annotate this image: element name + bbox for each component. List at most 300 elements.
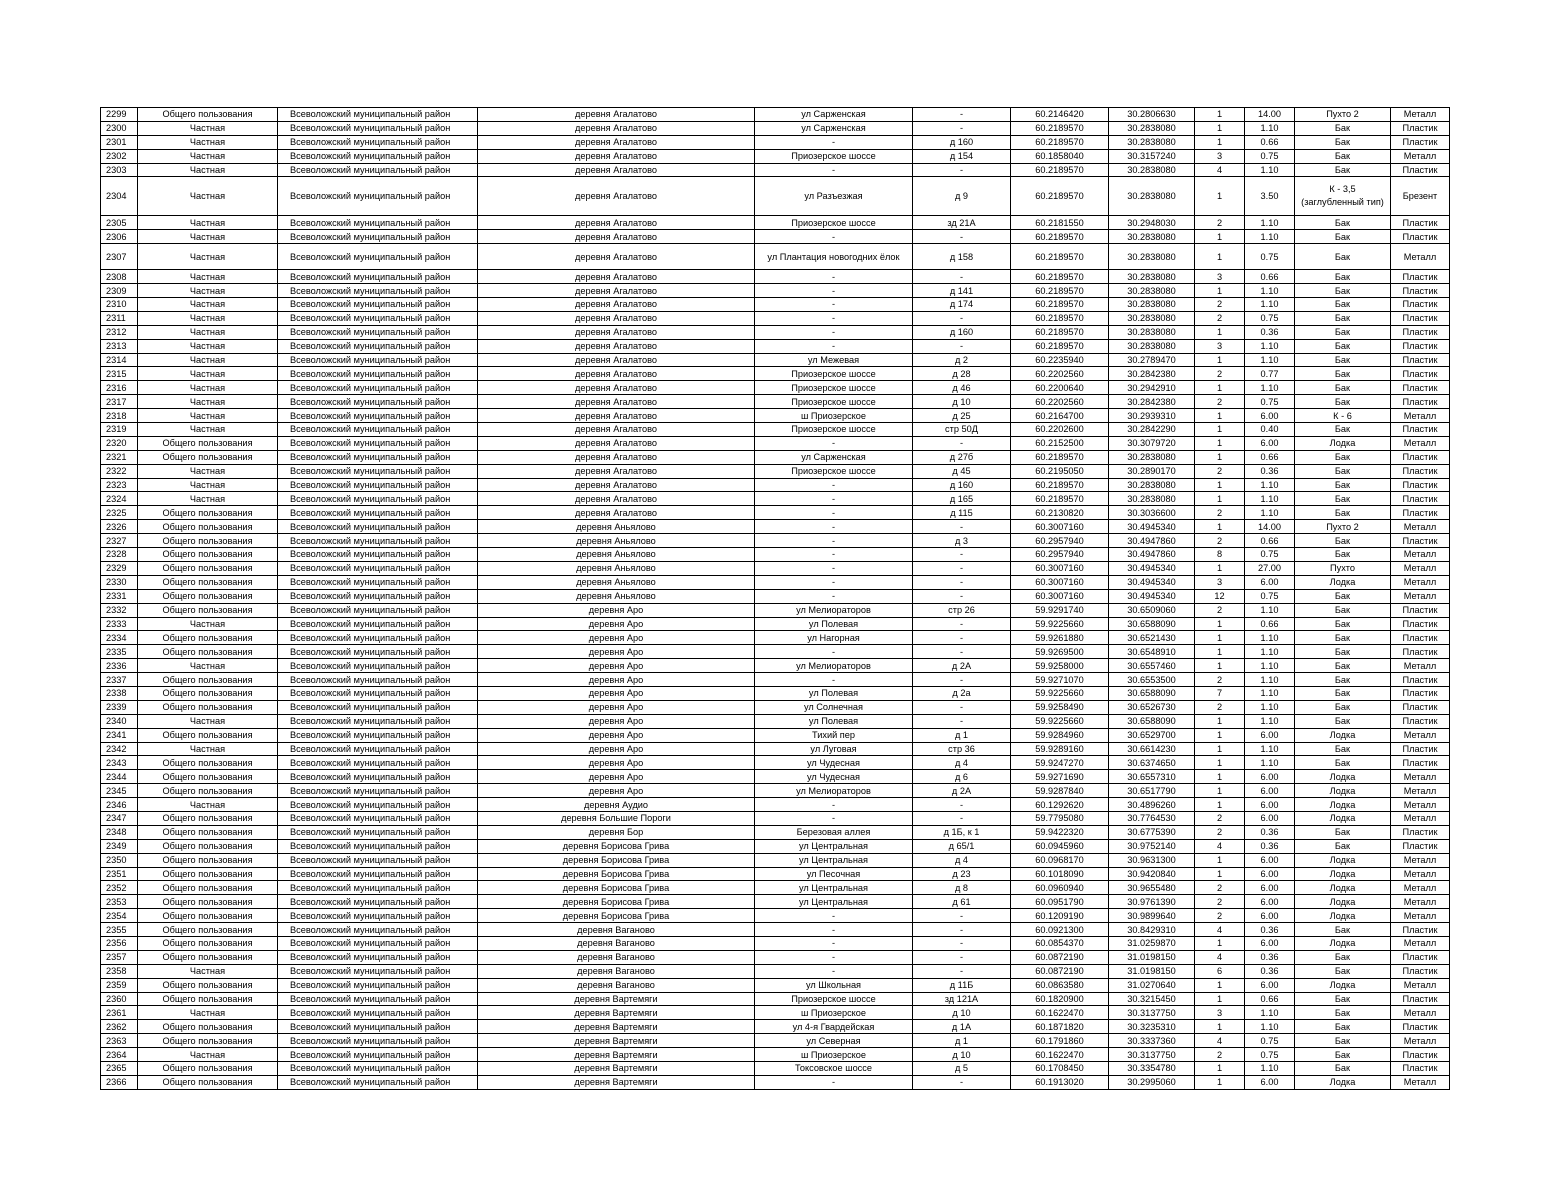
table-row (101, 163, 1450, 177)
count-cell: 1 (1195, 992, 1245, 1006)
table-row (101, 450, 1450, 464)
material-cell: Пластик (1391, 534, 1450, 548)
row-number-cell: 2335 (101, 645, 138, 659)
count-cell: 1 (1195, 436, 1245, 450)
site-type-cell: Общего пользования (138, 923, 278, 937)
municipality-cell: Всеволожский муниципальный район (278, 121, 478, 135)
table-row (101, 895, 1450, 909)
table-row (101, 645, 1450, 659)
container-type-cell: Бак (1295, 756, 1391, 770)
volume-cell: 1.10 (1245, 163, 1295, 177)
material-cell: Пластик (1391, 216, 1450, 230)
count-cell: 1 (1195, 798, 1245, 812)
municipality-cell: Всеволожский муниципальный район (278, 923, 478, 937)
latitude-cell: 60.0968170 (1011, 853, 1109, 867)
count-cell: 1 (1195, 230, 1245, 244)
settlement-cell: деревня Агалатово (478, 298, 755, 312)
material-cell: Металл (1391, 1006, 1450, 1020)
count-cell: 1 (1195, 770, 1245, 784)
latitude-cell: 60.2202560 (1011, 395, 1109, 409)
table-row (101, 714, 1450, 728)
house-cell: - (913, 909, 1011, 923)
table-row (101, 798, 1450, 812)
container-type-cell: Лодка (1295, 728, 1391, 742)
container-type-cell: Лодка (1295, 909, 1391, 923)
data-table (100, 107, 1450, 1090)
house-cell: - (913, 673, 1011, 687)
settlement-cell: деревня Аро (478, 631, 755, 645)
street-cell: - (755, 492, 913, 506)
count-cell: 2 (1195, 464, 1245, 478)
material-cell: Пластик (1391, 964, 1450, 978)
site-type-cell: Общего пользования (138, 992, 278, 1006)
container-type-cell: Бак (1295, 839, 1391, 853)
material-cell: Металл (1391, 936, 1450, 950)
volume-cell: 0.36 (1245, 839, 1295, 853)
house-cell: - (913, 230, 1011, 244)
site-type-cell: Общего пользования (138, 436, 278, 450)
street-cell: ул Сарженская (755, 450, 913, 464)
container-type-cell: Лодка (1295, 784, 1391, 798)
table-row (101, 284, 1450, 298)
volume-cell: 0.66 (1245, 450, 1295, 464)
container-type-cell: Бак (1295, 686, 1391, 700)
material-cell: Пластик (1391, 230, 1450, 244)
material-cell: Металл (1391, 436, 1450, 450)
row-number-cell: 2308 (101, 270, 138, 284)
site-type-cell: Общего пользования (138, 108, 278, 122)
municipality-cell: Всеволожский муниципальный район (278, 409, 478, 423)
volume-cell: 6.00 (1245, 867, 1295, 881)
street-cell: - (755, 270, 913, 284)
count-cell: 2 (1195, 700, 1245, 714)
municipality-cell: Всеволожский муниципальный район (278, 135, 478, 149)
street-cell: - (755, 520, 913, 534)
site-type-cell: Частная (138, 339, 278, 353)
site-type-cell: Частная (138, 298, 278, 312)
municipality-cell: Всеволожский муниципальный район (278, 149, 478, 163)
count-cell: 1 (1195, 978, 1245, 992)
municipality-cell: Всеволожский муниципальный район (278, 673, 478, 687)
street-cell: Приозерское шоссе (755, 367, 913, 381)
row-number-cell: 2323 (101, 478, 138, 492)
municipality-cell: Всеволожский муниципальный район (278, 839, 478, 853)
settlement-cell: деревня Агалатово (478, 149, 755, 163)
longitude-cell: 30.9631300 (1109, 853, 1195, 867)
table-row (101, 149, 1450, 163)
street-cell: - (755, 311, 913, 325)
container-type-cell: Лодка (1295, 798, 1391, 812)
table-row (101, 121, 1450, 135)
site-type-cell: Общего пользования (138, 534, 278, 548)
volume-cell: 6.00 (1245, 784, 1295, 798)
latitude-cell: 60.1209190 (1011, 909, 1109, 923)
container-type-cell: Бак (1295, 603, 1391, 617)
volume-cell: 1.10 (1245, 645, 1295, 659)
site-type-cell: Общего пользования (138, 770, 278, 784)
table-row (101, 492, 1450, 506)
house-cell: д 2 (913, 353, 1011, 367)
count-cell: 12 (1195, 589, 1245, 603)
latitude-cell: 59.9269500 (1011, 645, 1109, 659)
volume-cell: 1.10 (1245, 284, 1295, 298)
longitude-cell: 30.2838080 (1109, 325, 1195, 339)
container-type-cell: Бак (1295, 534, 1391, 548)
table-row (101, 839, 1450, 853)
count-cell: 1 (1195, 409, 1245, 423)
longitude-cell: 30.2842380 (1109, 395, 1195, 409)
site-type-cell: Частная (138, 464, 278, 478)
street-cell: - (755, 1075, 913, 1089)
settlement-cell: деревня Вартемяги (478, 1075, 755, 1089)
container-type-cell: Бак (1295, 381, 1391, 395)
house-cell: - (913, 700, 1011, 714)
container-type-cell: Бак (1295, 548, 1391, 562)
longitude-cell: 30.3137750 (1109, 1006, 1195, 1020)
municipality-cell: Всеволожский муниципальный район (278, 867, 478, 881)
latitude-cell: 60.0951790 (1011, 895, 1109, 909)
container-type-cell: Бак (1295, 478, 1391, 492)
street-cell: ул Сарженская (755, 108, 913, 122)
table-row (101, 1034, 1450, 1048)
material-cell: Пластик (1391, 270, 1450, 284)
municipality-cell: Всеволожский муниципальный район (278, 436, 478, 450)
municipality-cell: Всеволожский муниципальный район (278, 756, 478, 770)
row-number-cell: 2314 (101, 353, 138, 367)
container-type-cell: Бак (1295, 270, 1391, 284)
municipality-cell: Всеволожский муниципальный район (278, 381, 478, 395)
longitude-cell: 30.3215450 (1109, 992, 1195, 1006)
table-row (101, 177, 1450, 216)
container-type-cell: Бак (1295, 631, 1391, 645)
row-number-cell: 2346 (101, 798, 138, 812)
material-cell: Пластик (1391, 478, 1450, 492)
longitude-cell: 31.0198150 (1109, 950, 1195, 964)
container-type-cell: Лодка (1295, 936, 1391, 950)
street-cell: - (755, 230, 913, 244)
table-row (101, 631, 1450, 645)
house-cell: - (913, 575, 1011, 589)
street-cell: - (755, 964, 913, 978)
container-type-cell: Бак (1295, 163, 1391, 177)
municipality-cell: Всеволожский муниципальный район (278, 230, 478, 244)
table-row (101, 423, 1450, 437)
row-number-cell: 2302 (101, 149, 138, 163)
material-cell: Пластик (1391, 1062, 1450, 1076)
site-type-cell: Общего пользования (138, 867, 278, 881)
table-row (101, 436, 1450, 450)
table-row (101, 395, 1450, 409)
settlement-cell: деревня Агалатово (478, 311, 755, 325)
material-cell: Пластик (1391, 603, 1450, 617)
municipality-cell: Всеволожский муниципальный район (278, 450, 478, 464)
settlement-cell: деревня Агалатово (478, 244, 755, 270)
latitude-cell: 60.1791860 (1011, 1034, 1109, 1048)
container-type-cell: Бак (1295, 1006, 1391, 1020)
longitude-cell: 30.2842290 (1109, 423, 1195, 437)
count-cell: 1 (1195, 284, 1245, 298)
longitude-cell: 30.2948030 (1109, 216, 1195, 230)
latitude-cell: 60.2195050 (1011, 464, 1109, 478)
count-cell: 1 (1195, 353, 1245, 367)
municipality-cell: Всеволожский муниципальный район (278, 548, 478, 562)
site-type-cell: Частная (138, 798, 278, 812)
row-number-cell: 2353 (101, 895, 138, 909)
volume-cell: 1.10 (1245, 492, 1295, 506)
material-cell: Пластик (1391, 686, 1450, 700)
count-cell: 1 (1195, 853, 1245, 867)
longitude-cell: 30.2838080 (1109, 339, 1195, 353)
row-number-cell: 2304 (101, 177, 138, 216)
row-number-cell: 2343 (101, 756, 138, 770)
container-type-cell: Бак (1295, 492, 1391, 506)
settlement-cell: деревня Аро (478, 673, 755, 687)
table-row (101, 548, 1450, 562)
latitude-cell: 60.2146420 (1011, 108, 1109, 122)
house-cell: - (913, 714, 1011, 728)
settlement-cell: деревня Борисова Грива (478, 881, 755, 895)
settlement-cell: деревня Ваганово (478, 923, 755, 937)
settlement-cell: деревня Аро (478, 686, 755, 700)
latitude-cell: 60.0863580 (1011, 978, 1109, 992)
row-number-cell: 2327 (101, 534, 138, 548)
settlement-cell: деревня Борисова Грива (478, 839, 755, 853)
longitude-cell: 30.2838080 (1109, 450, 1195, 464)
table-row (101, 1006, 1450, 1020)
site-type-cell: Общего пользования (138, 575, 278, 589)
settlement-cell: деревня Агалатово (478, 464, 755, 478)
latitude-cell: 60.0854370 (1011, 936, 1109, 950)
material-cell: Металл (1391, 867, 1450, 881)
volume-cell: 1.10 (1245, 1062, 1295, 1076)
site-type-cell: Частная (138, 1048, 278, 1062)
settlement-cell: деревня Вартемяги (478, 1034, 755, 1048)
municipality-cell: Всеволожский муниципальный район (278, 784, 478, 798)
house-cell: д 2А (913, 659, 1011, 673)
longitude-cell: 30.4947860 (1109, 534, 1195, 548)
row-number-cell: 2342 (101, 742, 138, 756)
municipality-cell: Всеволожский муниципальный район (278, 686, 478, 700)
material-cell: Пластик (1391, 839, 1450, 853)
settlement-cell: деревня Агалатово (478, 367, 755, 381)
latitude-cell: 60.2189570 (1011, 284, 1109, 298)
row-number-cell: 2318 (101, 409, 138, 423)
site-type-cell: Общего пользования (138, 936, 278, 950)
longitude-cell: 30.3157240 (1109, 149, 1195, 163)
settlement-cell: деревня Агалатово (478, 216, 755, 230)
volume-cell: 14.00 (1245, 108, 1295, 122)
material-cell: Пластик (1391, 450, 1450, 464)
row-number-cell: 2301 (101, 135, 138, 149)
house-cell: - (913, 617, 1011, 631)
house-cell: д 4 (913, 756, 1011, 770)
longitude-cell: 30.6614230 (1109, 742, 1195, 756)
site-type-cell: Общего пользования (138, 631, 278, 645)
longitude-cell: 30.6374650 (1109, 756, 1195, 770)
latitude-cell: 60.0960940 (1011, 881, 1109, 895)
house-cell: д 2А (913, 784, 1011, 798)
latitude-cell: 60.2189570 (1011, 325, 1109, 339)
longitude-cell: 30.3354780 (1109, 1062, 1195, 1076)
table-row (101, 367, 1450, 381)
house-cell: - (913, 645, 1011, 659)
house-cell: д 11Б (913, 978, 1011, 992)
settlement-cell: деревня Агалатово (478, 325, 755, 339)
volume-cell: 0.75 (1245, 1048, 1295, 1062)
municipality-cell: Всеволожский муниципальный район (278, 1006, 478, 1020)
house-cell: - (913, 561, 1011, 575)
material-cell: Пластик (1391, 673, 1450, 687)
table-row (101, 298, 1450, 312)
longitude-cell: 30.6521430 (1109, 631, 1195, 645)
site-type-cell: Частная (138, 395, 278, 409)
longitude-cell: 30.3337360 (1109, 1034, 1195, 1048)
container-type-cell: Лодка (1295, 770, 1391, 784)
site-type-cell: Общего пользования (138, 853, 278, 867)
row-number-cell: 2306 (101, 230, 138, 244)
volume-cell: 1.10 (1245, 686, 1295, 700)
street-cell: ул Полевая (755, 617, 913, 631)
container-type-cell: Бак (1295, 617, 1391, 631)
container-type-cell: Лодка (1295, 811, 1391, 825)
volume-cell: 0.66 (1245, 992, 1295, 1006)
table-row (101, 464, 1450, 478)
volume-cell: 0.36 (1245, 950, 1295, 964)
settlement-cell: деревня Аро (478, 728, 755, 742)
municipality-cell: Всеволожский муниципальный район (278, 1075, 478, 1089)
material-cell: Пластик (1391, 284, 1450, 298)
row-number-cell: 2331 (101, 589, 138, 603)
house-cell: зд 21А (913, 216, 1011, 230)
site-type-cell: Частная (138, 270, 278, 284)
volume-cell: 1.10 (1245, 353, 1295, 367)
row-number-cell: 2354 (101, 909, 138, 923)
house-cell: д 8 (913, 881, 1011, 895)
house-cell: д 65/1 (913, 839, 1011, 853)
volume-cell: 0.77 (1245, 367, 1295, 381)
row-number-cell: 2307 (101, 244, 138, 270)
container-type-cell: Бак (1295, 450, 1391, 464)
site-type-cell: Общего пользования (138, 881, 278, 895)
material-cell: Пластик (1391, 506, 1450, 520)
house-cell: д 3 (913, 534, 1011, 548)
site-type-cell: Частная (138, 964, 278, 978)
volume-cell: 0.75 (1245, 395, 1295, 409)
longitude-cell: 30.2838080 (1109, 177, 1195, 216)
house-cell: д 141 (913, 284, 1011, 298)
site-type-cell: Общего пользования (138, 561, 278, 575)
material-cell: Металл (1391, 149, 1450, 163)
municipality-cell: Всеволожский муниципальный район (278, 742, 478, 756)
street-cell: Приозерское шоссе (755, 149, 913, 163)
container-type-cell: Бак (1295, 673, 1391, 687)
table-row (101, 409, 1450, 423)
latitude-cell: 60.0872190 (1011, 950, 1109, 964)
street-cell: ул Северная (755, 1034, 913, 1048)
settlement-cell: деревня Вартемяги (478, 1020, 755, 1034)
table-row (101, 230, 1450, 244)
site-type-cell: Частная (138, 121, 278, 135)
municipality-cell: Всеволожский муниципальный район (278, 895, 478, 909)
settlement-cell: деревня Ваганово (478, 964, 755, 978)
street-cell: - (755, 135, 913, 149)
longitude-cell: 30.2838080 (1109, 121, 1195, 135)
street-cell: ул Центральная (755, 895, 913, 909)
container-type-cell: Бак (1295, 1048, 1391, 1062)
house-cell: д 23 (913, 867, 1011, 881)
volume-cell: 1.10 (1245, 756, 1295, 770)
table-row (101, 811, 1450, 825)
count-cell: 2 (1195, 673, 1245, 687)
row-number-cell: 2337 (101, 673, 138, 687)
house-cell: - (913, 811, 1011, 825)
table-row (101, 742, 1450, 756)
house-cell: д 1Б, к 1 (913, 825, 1011, 839)
longitude-cell: 30.6775390 (1109, 825, 1195, 839)
table-row (101, 881, 1450, 895)
count-cell: 1 (1195, 756, 1245, 770)
municipality-cell: Всеволожский муниципальный район (278, 506, 478, 520)
street-cell: ул Нагорная (755, 631, 913, 645)
house-cell: д 10 (913, 1006, 1011, 1020)
row-number-cell: 2303 (101, 163, 138, 177)
container-type-cell: Бак (1295, 645, 1391, 659)
municipality-cell: Всеволожский муниципальный район (278, 825, 478, 839)
site-type-cell: Общего пользования (138, 520, 278, 534)
material-cell: Металл (1391, 909, 1450, 923)
settlement-cell: деревня Борисова Грива (478, 853, 755, 867)
municipality-cell: Всеволожский муниципальный район (278, 464, 478, 478)
container-type-cell: Лодка (1295, 1075, 1391, 1089)
longitude-cell: 30.4945340 (1109, 520, 1195, 534)
row-number-cell: 2322 (101, 464, 138, 478)
house-cell: - (913, 964, 1011, 978)
latitude-cell: 60.2189570 (1011, 311, 1109, 325)
settlement-cell: деревня Аро (478, 714, 755, 728)
municipality-cell: Всеволожский муниципальный район (278, 353, 478, 367)
table-row (101, 686, 1450, 700)
table-row (101, 867, 1450, 881)
longitude-cell: 30.2789470 (1109, 353, 1195, 367)
municipality-cell: Всеволожский муниципальный район (278, 603, 478, 617)
street-cell: ул Центральная (755, 881, 913, 895)
site-type-cell: Частная (138, 742, 278, 756)
street-cell: ул 4-я Гвардейская (755, 1020, 913, 1034)
container-type-cell: Бак (1295, 423, 1391, 437)
row-number-cell: 2311 (101, 311, 138, 325)
count-cell: 1 (1195, 423, 1245, 437)
site-type-cell: Общего пользования (138, 950, 278, 964)
settlement-cell: деревня Агалатово (478, 270, 755, 284)
longitude-cell: 30.4945340 (1109, 561, 1195, 575)
latitude-cell: 59.9422320 (1011, 825, 1109, 839)
row-number-cell: 2336 (101, 659, 138, 673)
street-cell: ул Мелиораторов (755, 603, 913, 617)
table-row (101, 520, 1450, 534)
site-type-cell: Общего пользования (138, 603, 278, 617)
material-cell: Металл (1391, 520, 1450, 534)
site-type-cell: Частная (138, 216, 278, 230)
settlement-cell: деревня Аньялово (478, 561, 755, 575)
volume-cell: 6.00 (1245, 1075, 1295, 1089)
site-type-cell: Частная (138, 1006, 278, 1020)
settlement-cell: деревня Аро (478, 756, 755, 770)
settlement-cell: деревня Аро (478, 770, 755, 784)
latitude-cell: 59.9225660 (1011, 686, 1109, 700)
row-number-cell: 2365 (101, 1062, 138, 1076)
settlement-cell: деревня Аро (478, 645, 755, 659)
row-number-cell: 2363 (101, 1034, 138, 1048)
